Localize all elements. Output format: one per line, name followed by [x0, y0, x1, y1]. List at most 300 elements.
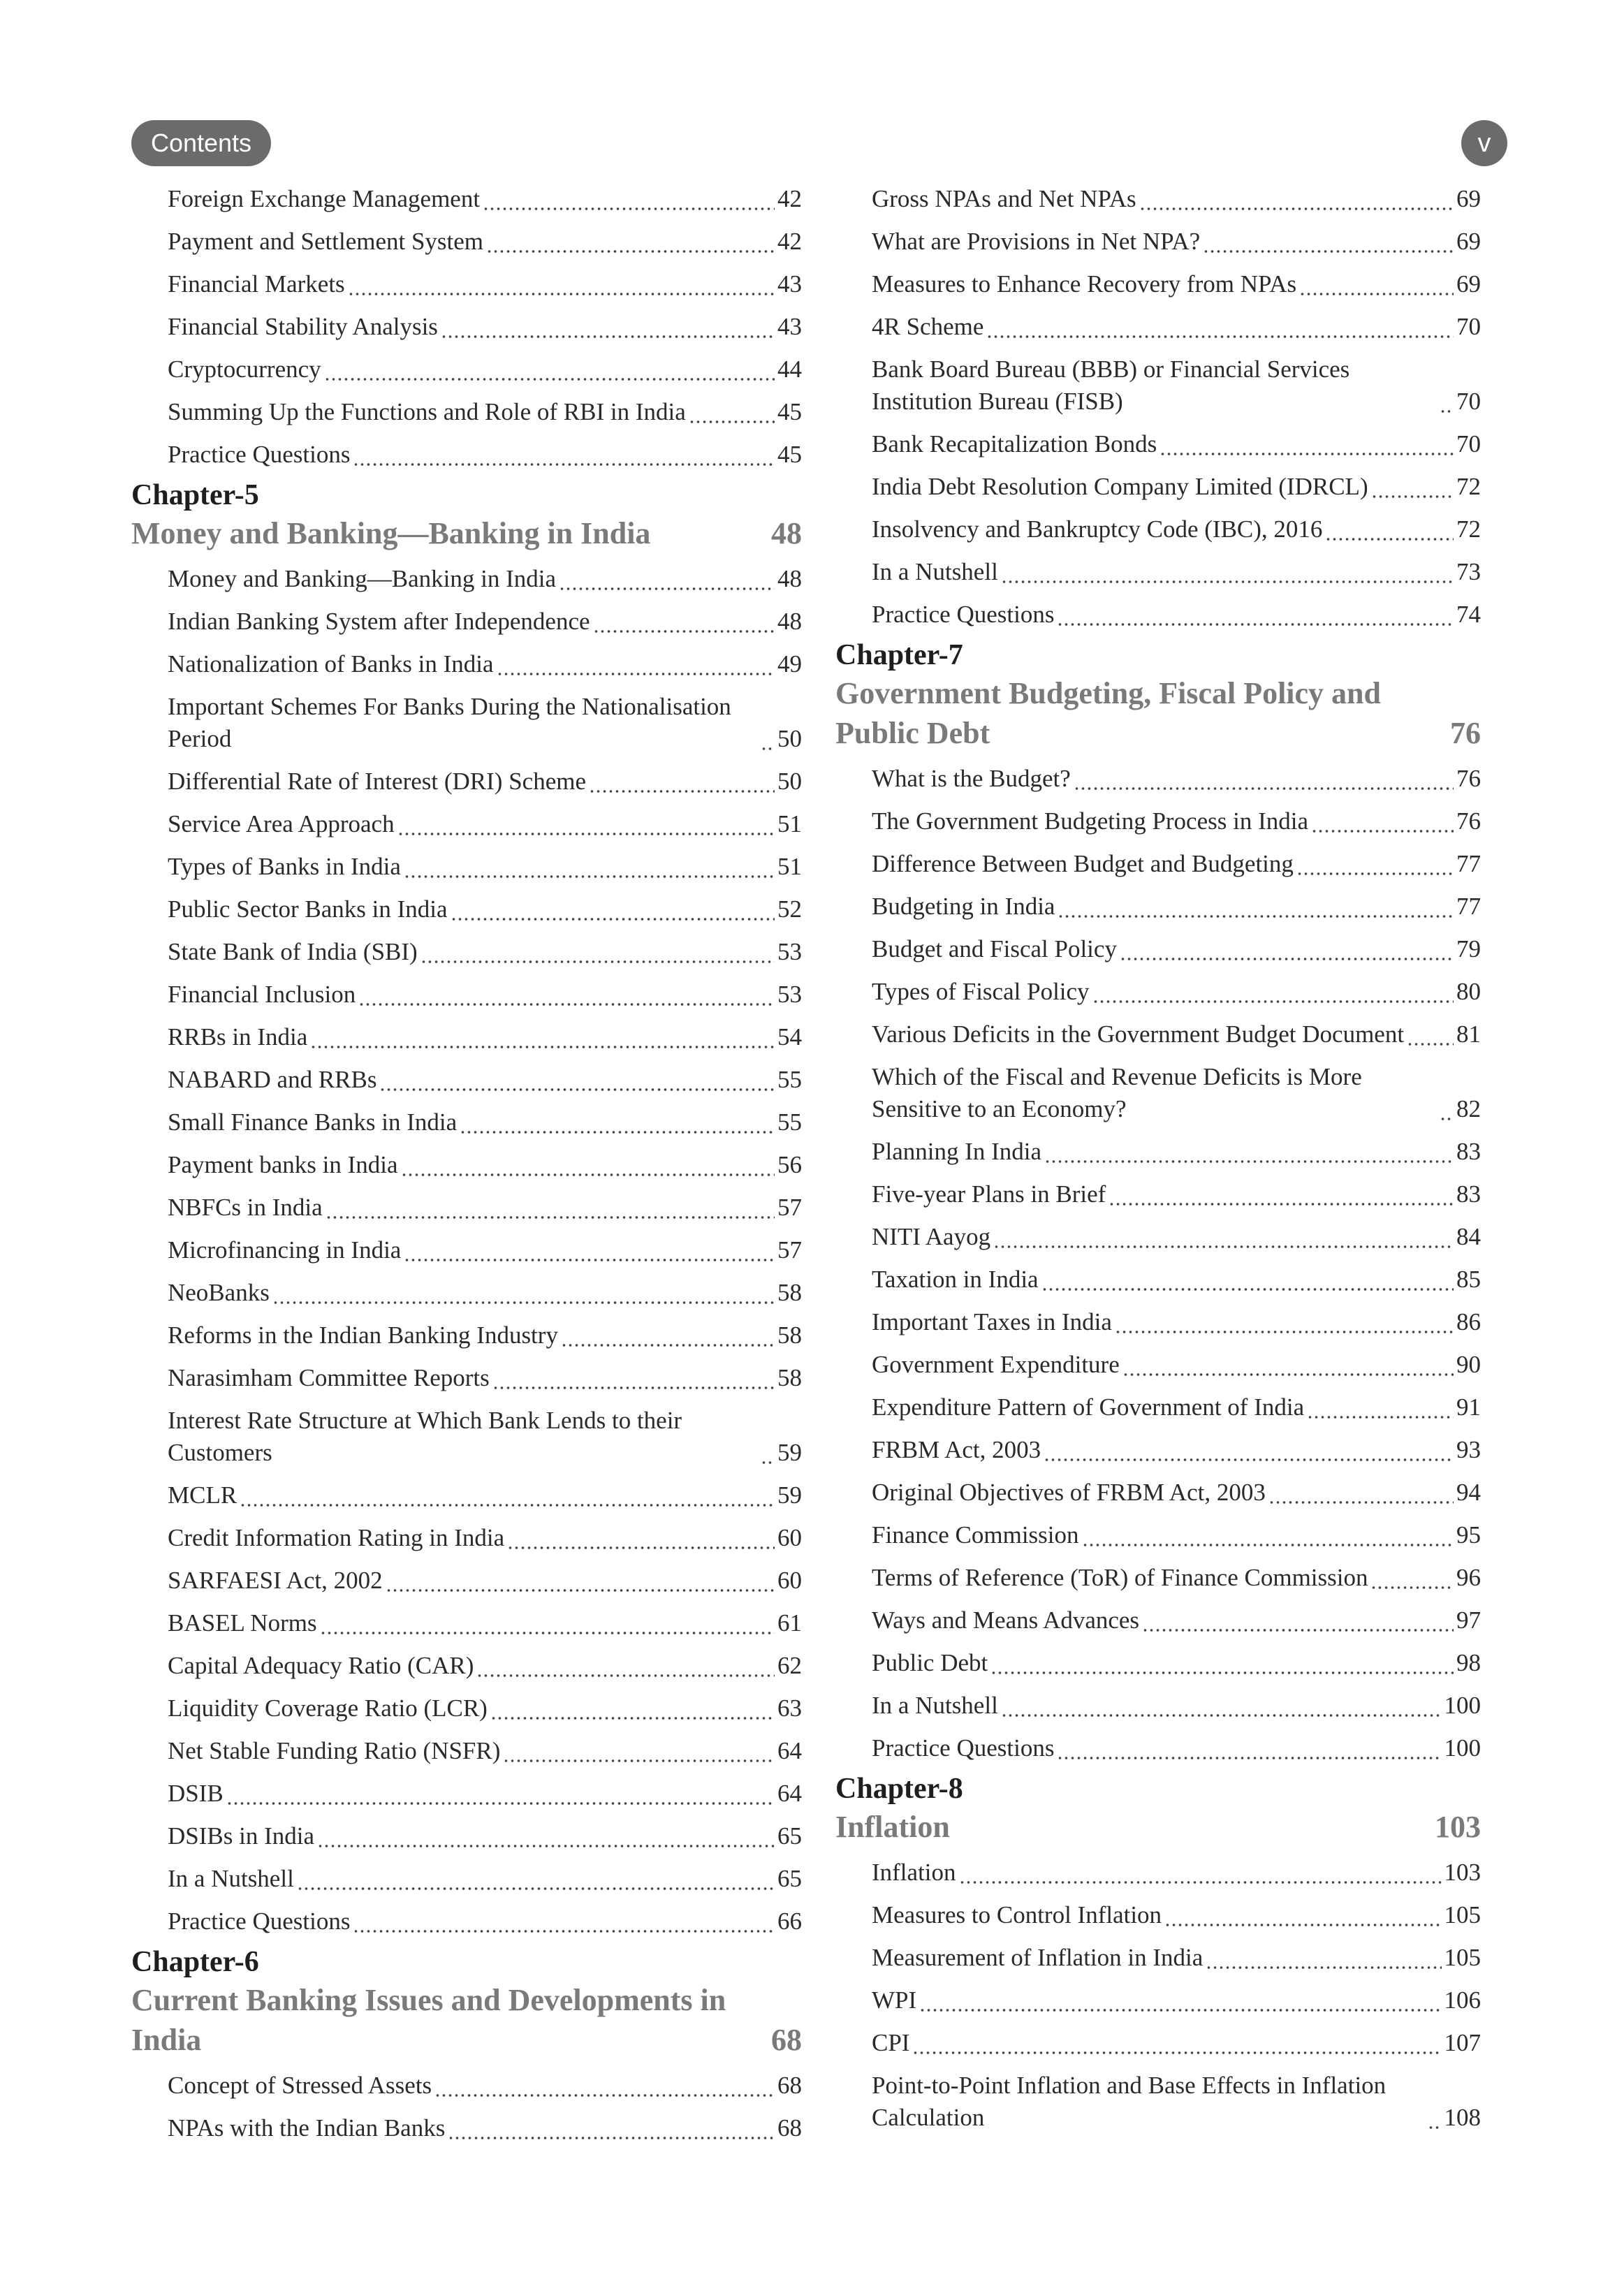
toc-entry-page-number: 84 [1456, 1223, 1481, 1250]
toc-entry[interactable] [131, 1149, 802, 1181]
toc-entry-page-number: 77 [1456, 893, 1481, 920]
toc-entry-page-number: 69 [1456, 228, 1481, 255]
chapter-label: Chapter-8 [835, 1773, 963, 1805]
toc-entry-title: In a Nutshell [168, 1865, 294, 1892]
toc-entry-title: Finance Commission [872, 1521, 1079, 1549]
dot-leader [310, 1021, 775, 1053]
dot-leader [325, 1192, 775, 1224]
toc-entry[interactable] [835, 1857, 1481, 1889]
dot-leader [353, 1905, 775, 1938]
toc-entry-title: Concept of Stressed Assets [168, 2072, 432, 2099]
dot-leader [320, 1607, 775, 1639]
toc-entry-title: Budget and Fiscal Policy [872, 935, 1117, 962]
toc-entry-page-number: 58 [777, 1364, 802, 1391]
toc-entry-title: NBFCs in India [168, 1194, 323, 1221]
toc-entry-title: Point-to-Point Inflation and Base Effects in Inflation Calculation [872, 2072, 1387, 2131]
contents-label: Contents [131, 120, 271, 166]
dot-leader [497, 648, 775, 680]
toc-entry-title: NITI Aayog [872, 1223, 991, 1250]
toc-entry[interactable] [835, 2070, 1481, 2134]
toc-entry[interactable] [131, 1905, 802, 1938]
toc-entry-page-number: 43 [777, 270, 802, 298]
toc-entry-page-number: 64 [777, 1780, 802, 1807]
toc-entry[interactable] [835, 1519, 1481, 1551]
dot-leader [226, 1778, 775, 1810]
toc-entry-title: Types of Banks in India [168, 853, 401, 880]
toc-entry[interactable] [131, 1692, 802, 1725]
toc-entry-page-number: 80 [1456, 978, 1481, 1005]
dot-leader [486, 226, 775, 258]
toc-entry[interactable] [835, 1349, 1481, 1381]
toc-entry-title: BASEL Norms [168, 1609, 317, 1637]
dot-leader [401, 1149, 775, 1181]
toc-entry-title: CPI [872, 2029, 910, 2056]
toc-entry[interactable] [131, 563, 802, 595]
dot-leader [912, 2027, 1441, 2059]
toc-entry[interactable] [835, 1984, 1481, 2016]
toc-entry-page-number: 100 [1444, 1692, 1481, 1719]
toc-entry[interactable] [131, 1565, 802, 1597]
toc-entry-title: What is the Budget? [872, 765, 1071, 792]
dot-leader [476, 1650, 775, 1682]
toc-entry-title: Capital Adequacy Ratio (CAR) [168, 1652, 474, 1679]
toc-entry[interactable] [131, 1735, 802, 1767]
chapter-title: Inflation [835, 1810, 950, 1844]
toc-entry[interactable] [835, 1434, 1481, 1466]
dot-leader [240, 1479, 775, 1511]
toc-entry[interactable] [835, 1264, 1481, 1296]
dot-leader [1299, 268, 1454, 300]
dot-leader [492, 1362, 775, 1394]
chapter-title: Current Banking Issues and Developments in India [131, 1983, 726, 2057]
toc-entry-title: Payment banks in India [168, 1151, 398, 1178]
toc-entry[interactable] [131, 353, 802, 386]
toc-entry-title: Bank Board Bureau (BBB) or Financial Services Institution Bureau (FISB) [872, 356, 1350, 415]
toc-entry[interactable] [835, 1690, 1481, 1722]
dot-leader [593, 606, 775, 638]
toc-entry-title: FRBM Act, 2003 [872, 1436, 1041, 1463]
toc-entry-page-number: 95 [1456, 1521, 1481, 1549]
toc-entry-title: Difference Between Budget and Budgeting [872, 850, 1294, 877]
toc-entry[interactable] [835, 428, 1481, 460]
toc-entry-title: Summing Up the Functions and Role of RBI in India [168, 398, 686, 425]
toc-entry[interactable] [835, 1562, 1481, 1594]
dot-leader [1057, 1732, 1441, 1764]
toc-entry-page-number: 42 [777, 185, 802, 212]
toc-entry-title: In a Nutshell [872, 558, 998, 585]
toc-entry-page-number: 49 [777, 650, 802, 678]
dot-leader [1044, 1434, 1454, 1466]
toc-entry-page-number: 98 [1456, 1649, 1481, 1676]
toc-entry[interactable] [835, 805, 1481, 837]
toc-entry-page-number: 90 [1456, 1351, 1481, 1378]
toc-entry-page-number: 60 [777, 1524, 802, 1551]
toc-entry-page-number: 44 [777, 356, 802, 383]
toc-entry-title: Budgeting in India [872, 893, 1055, 920]
toc-entry-title: Small Finance Banks in India [168, 1108, 458, 1136]
toc-entry-page-number: 43 [777, 313, 802, 340]
chapter-title-row[interactable] [835, 673, 1481, 753]
toc-entry[interactable] [835, 1732, 1481, 1764]
toc-entry-title: Important Taxes in India [872, 1308, 1112, 1335]
toc-entry[interactable] [131, 1405, 802, 1469]
toc-entry[interactable] [131, 1234, 802, 1266]
toc-entry-page-number: 57 [777, 1194, 802, 1221]
toc-entry-page-number: 66 [777, 1908, 802, 1935]
dot-leader [397, 808, 775, 840]
toc-entry[interactable] [835, 183, 1481, 215]
dot-leader [1142, 1604, 1454, 1637]
toc-entry[interactable] [835, 556, 1481, 588]
dot-leader [507, 1522, 775, 1554]
toc-entry-title: Practice Questions [872, 601, 1055, 628]
toc-entry[interactable] [131, 1021, 802, 1053]
toc-entry-title: Gross NPAs and Net NPAs [872, 185, 1136, 212]
dot-leader [297, 1863, 775, 1895]
dot-leader [1041, 1264, 1454, 1296]
chapter-label: Chapter-7 [835, 639, 963, 671]
toc-entry-page-number: 81 [1456, 1020, 1481, 1048]
chapter-heading [131, 477, 802, 553]
dot-leader [1092, 976, 1454, 1008]
toc-entry[interactable] [835, 1604, 1481, 1637]
toc-entry-page-number: 59 [777, 1439, 802, 1466]
toc-entry[interactable] [835, 1899, 1481, 1931]
toc-entry-title: Public Sector Banks in India [168, 895, 448, 923]
dot-leader [1115, 1306, 1454, 1338]
toc-entry-page-number: 82 [1456, 1095, 1481, 1122]
toc-entry-page-number: 73 [1456, 558, 1481, 585]
toc-entry-title: Terms of Reference (ToR) of Finance Commission [872, 1564, 1368, 1591]
dot-leader [1203, 226, 1454, 258]
toc-entry[interactable] [131, 691, 802, 755]
chapter-heading [131, 1944, 802, 2060]
toc-entry-page-number: 77 [1456, 850, 1481, 877]
toc-entry[interactable] [835, 763, 1481, 795]
toc-entry-page-number: 76 [1456, 765, 1481, 792]
toc-entry[interactable] [131, 2070, 802, 2102]
chapter-heading [835, 637, 1481, 753]
toc-entry[interactable] [131, 1319, 802, 1352]
dot-leader [1001, 1690, 1442, 1722]
toc-entry[interactable] [835, 891, 1481, 923]
dot-leader [986, 311, 1454, 343]
toc-entry[interactable] [835, 226, 1481, 258]
toc-entry-page-number: 51 [777, 810, 802, 837]
toc-entry-title: Net Stable Funding Ratio (NSFR) [168, 1737, 501, 1764]
toc-entry-page-number: 58 [777, 1322, 802, 1349]
toc-entry[interactable] [131, 979, 802, 1011]
toc-entry[interactable] [835, 933, 1481, 965]
chapter-page-number: 48 [771, 516, 802, 550]
toc-entry[interactable] [835, 1477, 1481, 1509]
toc-entry-title: India Debt Resolution Company Limited (IDRCL) [872, 473, 1368, 500]
toc-entry-page-number: 59 [777, 1481, 802, 1509]
toc-entry-page-number: 55 [777, 1066, 802, 1093]
dot-leader [404, 1234, 775, 1266]
toc-entry-title: Practice Questions [168, 441, 351, 468]
toc-entry-page-number: 68 [777, 2072, 802, 2099]
toc-entry-title: SARFAESI Act, 2002 [168, 1567, 383, 1594]
dot-leader [1058, 891, 1454, 923]
toc-entry[interactable] [131, 808, 802, 840]
dot-leader [1307, 1391, 1454, 1423]
toc-left-column [131, 183, 802, 2155]
toc-entry-title: Money and Banking—Banking in India [168, 565, 557, 592]
toc-entry-title: DSIBs in India [168, 1822, 314, 1850]
dot-leader [1268, 1477, 1454, 1509]
toc-entry-page-number: 72 [1456, 473, 1481, 500]
toc-entry-page-number: 74 [1456, 601, 1481, 628]
toc-entry-title: 4R Scheme [872, 313, 984, 340]
toc-entry-title: Financial Inclusion [168, 981, 356, 1008]
toc-entry-page-number: 69 [1456, 270, 1481, 298]
toc-entry[interactable] [131, 183, 802, 215]
toc-entry-title: Planning In India [872, 1138, 1042, 1165]
toc-entry-page-number: 51 [777, 853, 802, 880]
dot-leader [689, 396, 775, 428]
toc-entry-page-number: 61 [777, 1609, 802, 1637]
toc-entry-page-number: 76 [1456, 807, 1481, 835]
dot-leader [460, 1106, 775, 1139]
dot-leader [1139, 183, 1454, 215]
toc-entry-title: DSIB [168, 1780, 224, 1807]
toc-entry[interactable] [835, 2027, 1481, 2059]
toc-entry-page-number: 70 [1456, 388, 1481, 415]
toc-entry[interactable] [835, 1306, 1481, 1338]
toc-entry[interactable] [835, 1942, 1481, 1974]
toc-entry-page-number: 103 [1444, 1859, 1481, 1886]
toc-entry-page-number: 53 [777, 981, 802, 1008]
dot-leader [761, 1437, 775, 1469]
toc-entry[interactable] [835, 1178, 1481, 1210]
toc-entry[interactable] [835, 1391, 1481, 1423]
toc-entry-page-number: 55 [777, 1108, 802, 1136]
toc-entry[interactable] [131, 226, 802, 258]
toc-entry[interactable] [131, 1522, 802, 1554]
toc-entry-title: Various Deficits in the Government Budget Document [872, 1020, 1405, 1048]
dot-leader [1296, 848, 1454, 880]
toc-entry-page-number: 58 [777, 1279, 802, 1306]
toc-entry-title: Cryptocurrency [168, 356, 321, 383]
toc-entry-title: Government Expenditure [872, 1351, 1120, 1378]
toc-entry-page-number: 65 [777, 1822, 802, 1850]
toc-entry[interactable] [131, 851, 802, 883]
toc-entry-page-number: 50 [777, 725, 802, 752]
dot-leader [561, 1319, 775, 1352]
toc-entry[interactable] [835, 311, 1481, 343]
toc-entry-page-number: 93 [1456, 1436, 1481, 1463]
toc-entry[interactable] [131, 1192, 802, 1224]
dot-leader [559, 563, 775, 595]
dot-leader [1160, 428, 1454, 460]
toc-entry[interactable] [131, 648, 802, 680]
toc-entry-title: NABARD and RRBs [168, 1066, 377, 1093]
chapter-title-row[interactable] [131, 513, 802, 553]
toc-entry-title: Indian Banking System after Independence [168, 608, 590, 635]
toc-entry-title: Measures to Control Inflation [872, 1901, 1162, 1928]
dot-leader [448, 2112, 775, 2144]
toc-entry[interactable] [131, 1362, 802, 1394]
toc-entry[interactable] [131, 606, 802, 638]
toc-entry-page-number: 45 [777, 398, 802, 425]
toc-entry[interactable] [835, 976, 1481, 1008]
toc-entry[interactable] [131, 1650, 802, 1682]
toc-entry[interactable] [131, 893, 802, 925]
dot-leader [1001, 556, 1454, 588]
toc-entry-title: Important Schemes For Banks During the Nationalisation Period [168, 693, 731, 752]
toc-entry-title: Microfinancing in India [168, 1236, 402, 1264]
toc-entry-title: Measurement of Inflation in India [872, 1944, 1204, 1971]
toc-entry[interactable] [131, 766, 802, 798]
chapter-page-number: 76 [1450, 716, 1481, 750]
toc-entry-page-number: 107 [1444, 2029, 1481, 2056]
toc-entry[interactable] [835, 1061, 1481, 1125]
toc-entry[interactable] [835, 513, 1481, 546]
toc-entry-page-number: 50 [777, 768, 802, 795]
toc-entry-page-number: 72 [1456, 515, 1481, 543]
dot-leader [1440, 386, 1454, 418]
toc-entry[interactable] [131, 2112, 802, 2144]
dot-leader [324, 353, 775, 386]
toc-entry-title: WPI [872, 1986, 917, 2014]
dot-leader [490, 1692, 775, 1725]
dot-leader [959, 1857, 1442, 1889]
toc-entry-page-number: 64 [777, 1737, 802, 1764]
toc-entry-title: NeoBanks [168, 1279, 270, 1306]
toc-entry-page-number: 69 [1456, 185, 1481, 212]
dot-leader [1044, 1136, 1454, 1168]
toc-entry[interactable] [131, 1064, 802, 1096]
dot-leader [1122, 1349, 1454, 1381]
dot-leader [993, 1221, 1454, 1253]
toc-entry[interactable] [131, 1106, 802, 1139]
toc-entry[interactable] [835, 1018, 1481, 1051]
toc-entry-title: Taxation in India [872, 1266, 1039, 1293]
toc-entry-title: RRBs in India [168, 1023, 308, 1051]
toc-entry-title: Bank Recapitalization Bonds [872, 430, 1157, 457]
toc-entry-page-number: 48 [777, 608, 802, 635]
toc-entry[interactable] [131, 1607, 802, 1639]
dot-leader [379, 1064, 775, 1096]
toc-entry-page-number: 100 [1444, 1734, 1481, 1762]
dot-leader [317, 1820, 775, 1852]
toc-entry[interactable] [835, 268, 1481, 300]
toc-right-column [835, 183, 1481, 2144]
toc-entry-page-number: 45 [777, 441, 802, 468]
chapter-title-row[interactable] [835, 1807, 1481, 1847]
toc-entry[interactable] [131, 311, 802, 343]
toc-entry-page-number: 96 [1456, 1564, 1481, 1591]
toc-entry-title: Reforms in the Indian Banking Industry [168, 1322, 558, 1349]
dot-leader [1120, 933, 1454, 965]
toc-entry-page-number: 57 [777, 1236, 802, 1264]
chapter-title-row[interactable] [131, 1980, 802, 2060]
toc-entry-title: Measures to Enhance Recovery from NPAs [872, 270, 1297, 298]
toc-entry-page-number: 85 [1456, 1266, 1481, 1293]
toc-entry-title: Nationalization of Banks in India [168, 650, 494, 678]
dot-leader [503, 1735, 775, 1767]
toc-entry-page-number: 62 [777, 1652, 802, 1679]
toc-entry[interactable] [131, 1863, 802, 1895]
toc-entry-title: Practice Questions [872, 1734, 1055, 1762]
toc-entry-title: Practice Questions [168, 1908, 351, 1935]
dot-leader [1311, 805, 1454, 837]
toc-entry[interactable] [835, 471, 1481, 503]
dot-leader [1164, 1899, 1441, 1931]
toc-entry[interactable] [835, 599, 1481, 631]
toc-entry[interactable] [131, 1479, 802, 1511]
chapter-label: Chapter-5 [131, 479, 259, 511]
dot-leader [1325, 513, 1454, 546]
toc-entry[interactable] [835, 1221, 1481, 1253]
toc-entry-page-number: 79 [1456, 935, 1481, 962]
dot-leader [386, 1565, 775, 1597]
toc-entry-page-number: 70 [1456, 430, 1481, 457]
dot-leader [358, 979, 775, 1011]
toc-entry-page-number: 56 [777, 1151, 802, 1178]
toc-entry-title: Financial Stability Analysis [168, 313, 438, 340]
chapter-title: Government Budgeting, Fiscal Policy and Public Debt [835, 676, 1381, 750]
dot-leader [1428, 2102, 1442, 2134]
toc-entry-title: Original Objectives of FRBM Act, 2003 [872, 1479, 1266, 1506]
toc-entry-title: Five-year Plans in Brief [872, 1180, 1106, 1208]
toc-entry-page-number: 48 [777, 565, 802, 592]
toc-entry-title: NPAs with the Indian Banks [168, 2114, 446, 2142]
dot-leader [919, 1984, 1441, 2016]
toc-entry-page-number: 53 [777, 938, 802, 965]
dot-leader [1371, 471, 1454, 503]
toc-entry[interactable] [131, 268, 802, 300]
toc-entry[interactable] [835, 1647, 1481, 1679]
dot-leader [353, 439, 775, 471]
toc-entry[interactable] [131, 396, 802, 428]
toc-entry-page-number: 105 [1444, 1901, 1481, 1928]
toc-entry-title: What are Provisions in Net NPA? [872, 228, 1201, 255]
dot-leader [1109, 1178, 1454, 1210]
dot-leader [420, 936, 775, 968]
toc-entry[interactable] [131, 439, 802, 471]
toc-entry[interactable] [131, 936, 802, 968]
toc-entry-page-number: 52 [777, 895, 802, 923]
toc-entry[interactable] [835, 353, 1481, 418]
toc-entry[interactable] [835, 848, 1481, 880]
toc-entry-page-number: 86 [1456, 1308, 1481, 1335]
toc-entry-page-number: 108 [1444, 2104, 1481, 2131]
toc-entry-title: Credit Information Rating in India [168, 1524, 505, 1551]
dot-leader [404, 851, 775, 883]
toc-entry-page-number: 70 [1456, 313, 1481, 340]
toc-entry-title: Insolvency and Bankruptcy Code (IBC), 2016 [872, 515, 1323, 543]
dot-leader [348, 268, 775, 300]
toc-entry-page-number: 63 [777, 1694, 802, 1722]
toc-entry-title: Which of the Fiscal and Revenue Deficits is More Sensitive to an Economy? [872, 1063, 1362, 1122]
dot-leader [1370, 1562, 1454, 1594]
toc-entry[interactable] [835, 1136, 1481, 1168]
toc-entry-page-number: 83 [1456, 1180, 1481, 1208]
dot-leader [1082, 1519, 1454, 1551]
toc-entry-page-number: 60 [777, 1567, 802, 1594]
toc-entry[interactable] [131, 1277, 802, 1309]
toc-entry-page-number: 68 [777, 2114, 802, 2142]
toc-entry-title: Service Area Approach [168, 810, 395, 837]
toc-entry[interactable] [131, 1778, 802, 1810]
dot-leader [1057, 599, 1454, 631]
toc-entry[interactable] [131, 1820, 802, 1852]
dot-leader [434, 2070, 775, 2102]
toc-entry-page-number: 94 [1456, 1479, 1481, 1506]
toc-entry-title: Inflation [872, 1859, 956, 1886]
